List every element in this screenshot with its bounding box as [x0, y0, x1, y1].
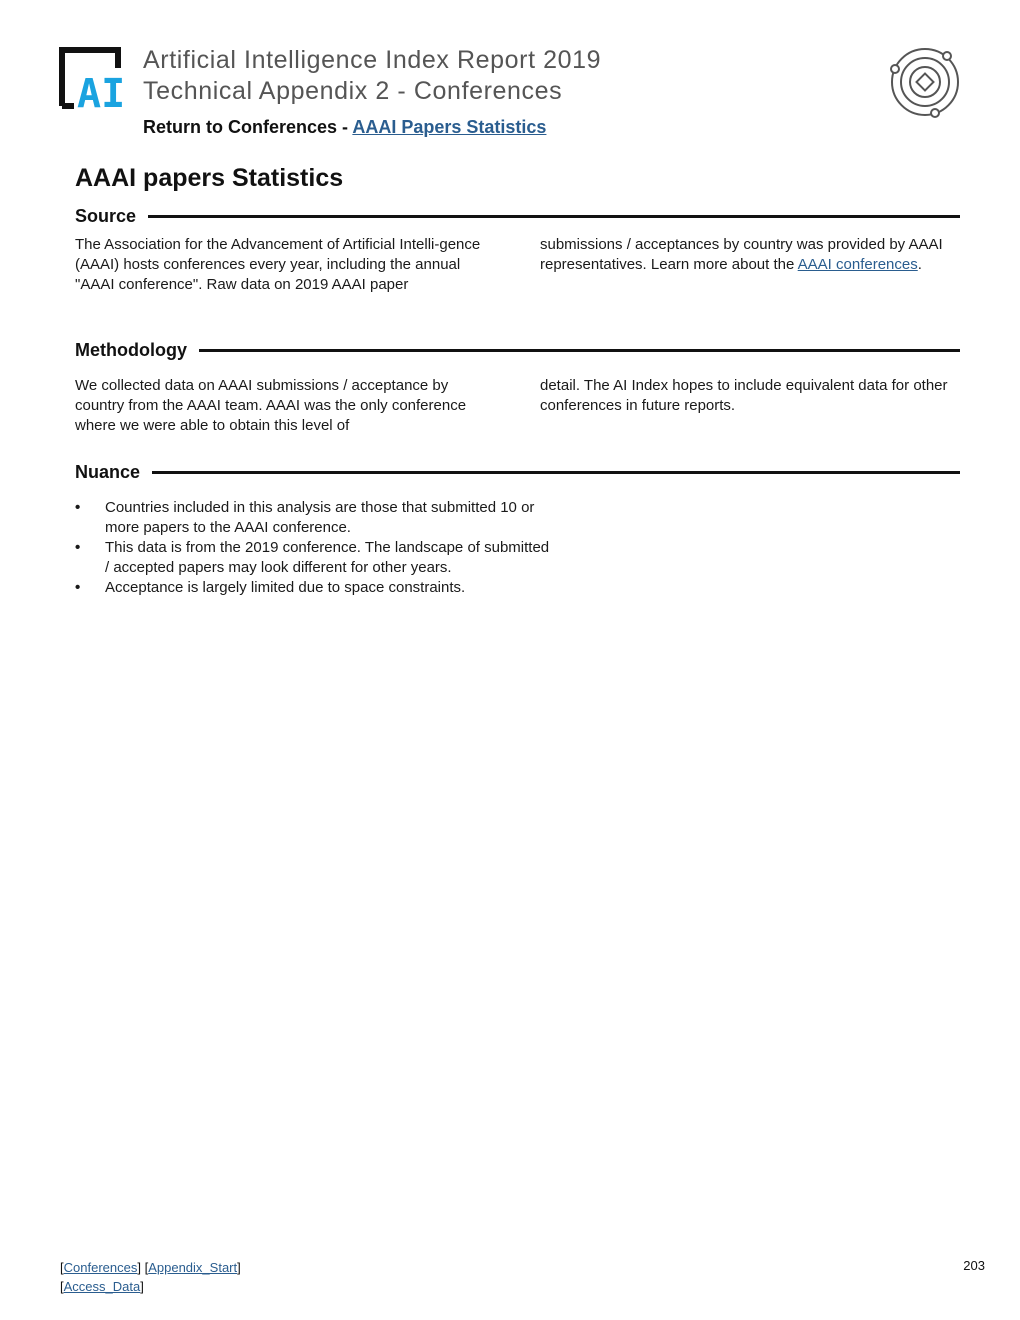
ai-index-logo-icon	[58, 46, 130, 110]
footer-nav	[60, 1258, 241, 1296]
return-prefix: Return to Conferences -	[143, 117, 353, 137]
source-rule	[148, 215, 960, 218]
bullet-icon: •	[75, 539, 81, 556]
source-heading: Source	[75, 206, 137, 226]
appendix-start-link[interactable]: Appendix_Start	[148, 1260, 238, 1275]
list-item	[75, 498, 555, 538]
nuance-list	[75, 498, 555, 598]
source-col2-text: submissions / acceptances by country was provided by AAAI representatives. Learn more about the	[540, 236, 943, 273]
page-title: AAAI papers Statistics	[75, 164, 344, 192]
list-item	[75, 578, 555, 598]
source-col2	[540, 235, 960, 295]
nuance-heading: Nuance	[75, 462, 141, 482]
page-number: 203	[963, 1258, 985, 1273]
conferences-link[interactable]: Conferences	[63, 1260, 138, 1275]
footer-line-1	[60, 1258, 241, 1277]
nuance-section-header	[75, 462, 960, 483]
aaai-papers-statistics-link[interactable]: AAAI Papers Statistics	[352, 117, 547, 137]
methodology-body	[75, 376, 960, 436]
report-title: Artificial Intelligence Index Report 2019	[143, 46, 602, 74]
footer-line-2	[60, 1277, 241, 1296]
list-item-text: This data is from the 2019 conference. The landscape of submitted / accepted papers may look different for other years.	[105, 539, 550, 576]
logo-text: AI	[77, 71, 126, 110]
bracket: ]	[137, 1260, 141, 1275]
list-item-text: Acceptance is largely limited due to space constraints.	[105, 579, 466, 596]
return-line	[143, 117, 546, 138]
bracket: ]	[237, 1260, 241, 1275]
methodology-col2: detail. The AI Index hopes to include equivalent data for other conferences in future reports.	[540, 377, 948, 414]
methodology-section-header	[75, 340, 960, 361]
report-subtitle: Technical Appendix 2 - Conferences	[143, 77, 563, 105]
source-col2-end: .	[917, 256, 922, 273]
methodology-heading: Methodology	[75, 340, 187, 360]
bullet-icon: •	[75, 579, 81, 596]
nuance-rule	[152, 471, 960, 474]
source-section-header	[75, 206, 960, 227]
access-data-link[interactable]: Access_Data	[63, 1279, 141, 1294]
bracket: ]	[140, 1279, 144, 1294]
methodology-col1: We collected data on AAAI submissions / acceptance by country from the AAAI team. AAAI was the only conference where we were able to obtain this level of	[75, 377, 467, 434]
methodology-rule	[199, 349, 960, 352]
list-item	[75, 538, 555, 578]
source-body	[75, 235, 960, 295]
orbit-emblem-icon	[888, 45, 962, 119]
bracket: [	[60, 1260, 64, 1275]
source-col1: The Association for the Advancement of Artificial Intelli-gence (AAAI) hosts conferences every year, including the annual "AAAI conference". Raw data on 2019 AAAI paper	[75, 236, 481, 293]
aaai-conferences-link[interactable]: AAAI conferences	[797, 256, 918, 273]
bracket: [	[144, 1260, 149, 1275]
bracket: [	[60, 1279, 64, 1294]
bullet-icon: •	[75, 499, 81, 516]
list-item-text: Countries included in this analysis are those that submitted 10 or more papers to the AAAI conference.	[105, 499, 535, 536]
